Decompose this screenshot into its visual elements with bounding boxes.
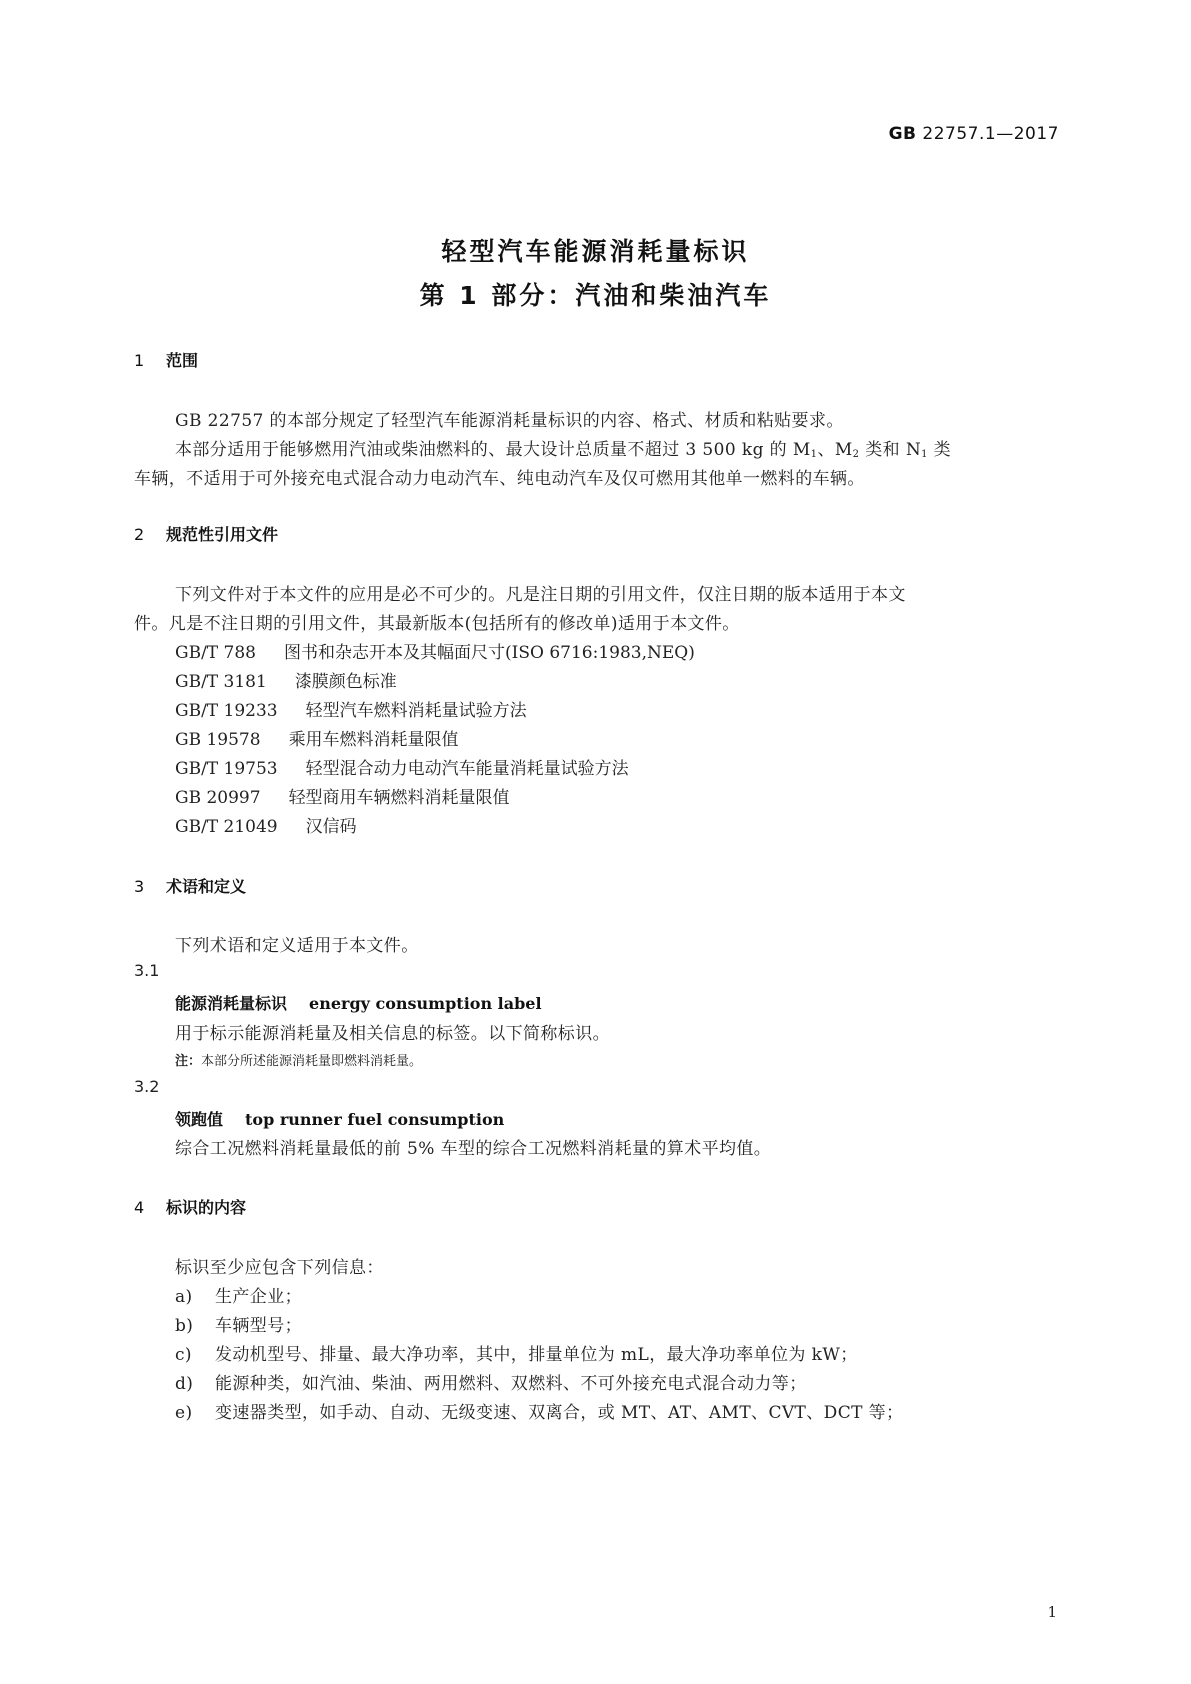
reference-item [175, 812, 357, 837]
list-item-text: 发动机型号、排量、最大净功率，其中，排量单位为 mL，最大净功率单位为 kW； [215, 1345, 858, 1365]
section-title: 规范性引用文件 [166, 525, 279, 544]
scope-paragraph-1: GB 22757 的本部分规定了轻型汽车能源消耗量标识的内容、格式、材质和粘贴要求。 [175, 411, 844, 431]
terms-intro: 下列术语和定义适用于本文件。 [175, 936, 419, 956]
reference-item [175, 696, 527, 721]
reference-title: 轻型商用车辆燃料消耗量限值 [288, 788, 510, 808]
section-heading-scope [134, 348, 198, 371]
reference-title: 图书和杂志开本及其幅面尺寸(ISO 6716:1983,NEQ) [284, 643, 695, 663]
clause-number: 3.1 [134, 961, 160, 980]
reference-code: GB/T 788 [175, 643, 256, 663]
document-subtitle: 第 1 部分：汽油和柴油汽车 [419, 281, 772, 310]
section-title: 术语和定义 [166, 877, 247, 896]
section-number: 4 [134, 1198, 145, 1217]
reference-item [175, 667, 397, 692]
scope-text: 、M [817, 440, 853, 460]
list-item-text: 车辆型号； [215, 1316, 302, 1336]
document-title: 轻型汽车能源消耗量标识 [441, 237, 750, 266]
scope-paragraph-2-cont: 车辆，不适用于可外接充电式混合动力电动汽车、纯电动汽车及仅可燃用其他单一燃料的车辆。 [134, 469, 865, 489]
reference-code: GB/T 3181 [175, 672, 267, 692]
reference-item [175, 783, 510, 808]
term-english: energy consumption label [309, 994, 542, 1013]
reference-title: 轻型汽车燃料消耗量试验方法 [305, 701, 527, 721]
reference-item [175, 754, 629, 779]
list-item-label: a) [175, 1287, 193, 1307]
list-item-text: 能源种类，如汽油、柴油、两用燃料、双燃料、不可外接充电式混合动力等； [215, 1374, 807, 1394]
list-item [175, 1311, 302, 1336]
list-item-text: 变速器类型，如手动、自动、无级变速、双离合，或 MT、AT、AMT、CVT、DCT 等； [215, 1403, 904, 1423]
content-intro: 标识至少应包含下列信息： [175, 1258, 384, 1278]
section-heading-terms [134, 874, 246, 897]
standard-code [889, 124, 1059, 144]
reference-code: GB/T 19753 [175, 759, 278, 779]
section-title: 标识的内容 [166, 1198, 247, 1217]
list-item-label: b) [175, 1316, 194, 1336]
reference-title: 轻型混合动力电动汽车能量消耗量试验方法 [305, 759, 629, 779]
term-definition: 用于标示能源消耗量及相关信息的标签。以下简称标识。 [175, 1024, 610, 1044]
reference-title: 汉信码 [305, 817, 357, 837]
subscript: 1 [810, 449, 818, 460]
standard-code-number: 22757.1—2017 [922, 124, 1059, 144]
term-note [175, 1050, 422, 1069]
list-item-label: c) [175, 1345, 192, 1365]
term-heading [175, 991, 542, 1014]
list-item [175, 1340, 858, 1365]
list-item-text: 生产企业； [215, 1287, 302, 1307]
clause-number: 3.2 [134, 1077, 160, 1096]
section-number: 3 [134, 877, 145, 896]
reference-code: GB 20997 [175, 788, 261, 808]
section-number: 1 [134, 351, 145, 370]
subscript: 2 [852, 449, 860, 460]
page-number: 1 [1047, 1603, 1057, 1621]
reference-title: 乘用车燃料消耗量限值 [288, 730, 459, 750]
note-label: 注： [175, 1054, 202, 1069]
references-intro-line-2: 件。凡是不注日期的引用文件，其最新版本(包括所有的修改单)适用于本文件。 [134, 614, 740, 634]
reference-code: GB/T 19233 [175, 701, 278, 721]
references-intro-line-1: 下列文件对于本文件的应用是必不可少的。凡是注日期的引用文件，仅注日期的版本适用于本文 [175, 585, 906, 605]
section-heading-normative-references [134, 522, 278, 545]
scope-text: 本部分适用于能够燃用汽油或柴油燃料的、最大设计总质量不超过 3 500 kg 的 M [175, 440, 811, 460]
scope-text: 类 [927, 440, 952, 460]
term-definition: 综合工况燃料消耗量最低的前 5% 车型的综合工况燃料消耗量的算术平均值。 [175, 1139, 772, 1159]
section-heading-label-content [134, 1195, 246, 1218]
term-english: top runner fuel consumption [245, 1110, 505, 1129]
list-item-label: e) [175, 1403, 193, 1423]
list-item [175, 1398, 903, 1423]
term-chinese: 能源消耗量标识 [175, 994, 288, 1013]
reference-item [175, 725, 459, 750]
section-number: 2 [134, 525, 145, 544]
term-chinese: 领跑值 [175, 1110, 224, 1129]
reference-item [175, 638, 695, 663]
note-text: 本部分所述能源消耗量即燃料消耗量。 [201, 1054, 423, 1069]
subscript: 1 [921, 449, 928, 460]
reference-code: GB/T 21049 [175, 817, 278, 837]
scope-text: 类和 N [859, 440, 922, 460]
list-item-label: d) [175, 1374, 194, 1394]
standard-code-prefix: GB [888, 124, 917, 144]
reference-code: GB 19578 [175, 730, 261, 750]
term-heading [175, 1107, 504, 1130]
section-title: 范围 [166, 351, 199, 370]
reference-title: 漆膜颜色标准 [294, 672, 397, 692]
scope-paragraph-2 [175, 435, 951, 460]
list-item [175, 1369, 807, 1394]
list-item [175, 1282, 302, 1307]
